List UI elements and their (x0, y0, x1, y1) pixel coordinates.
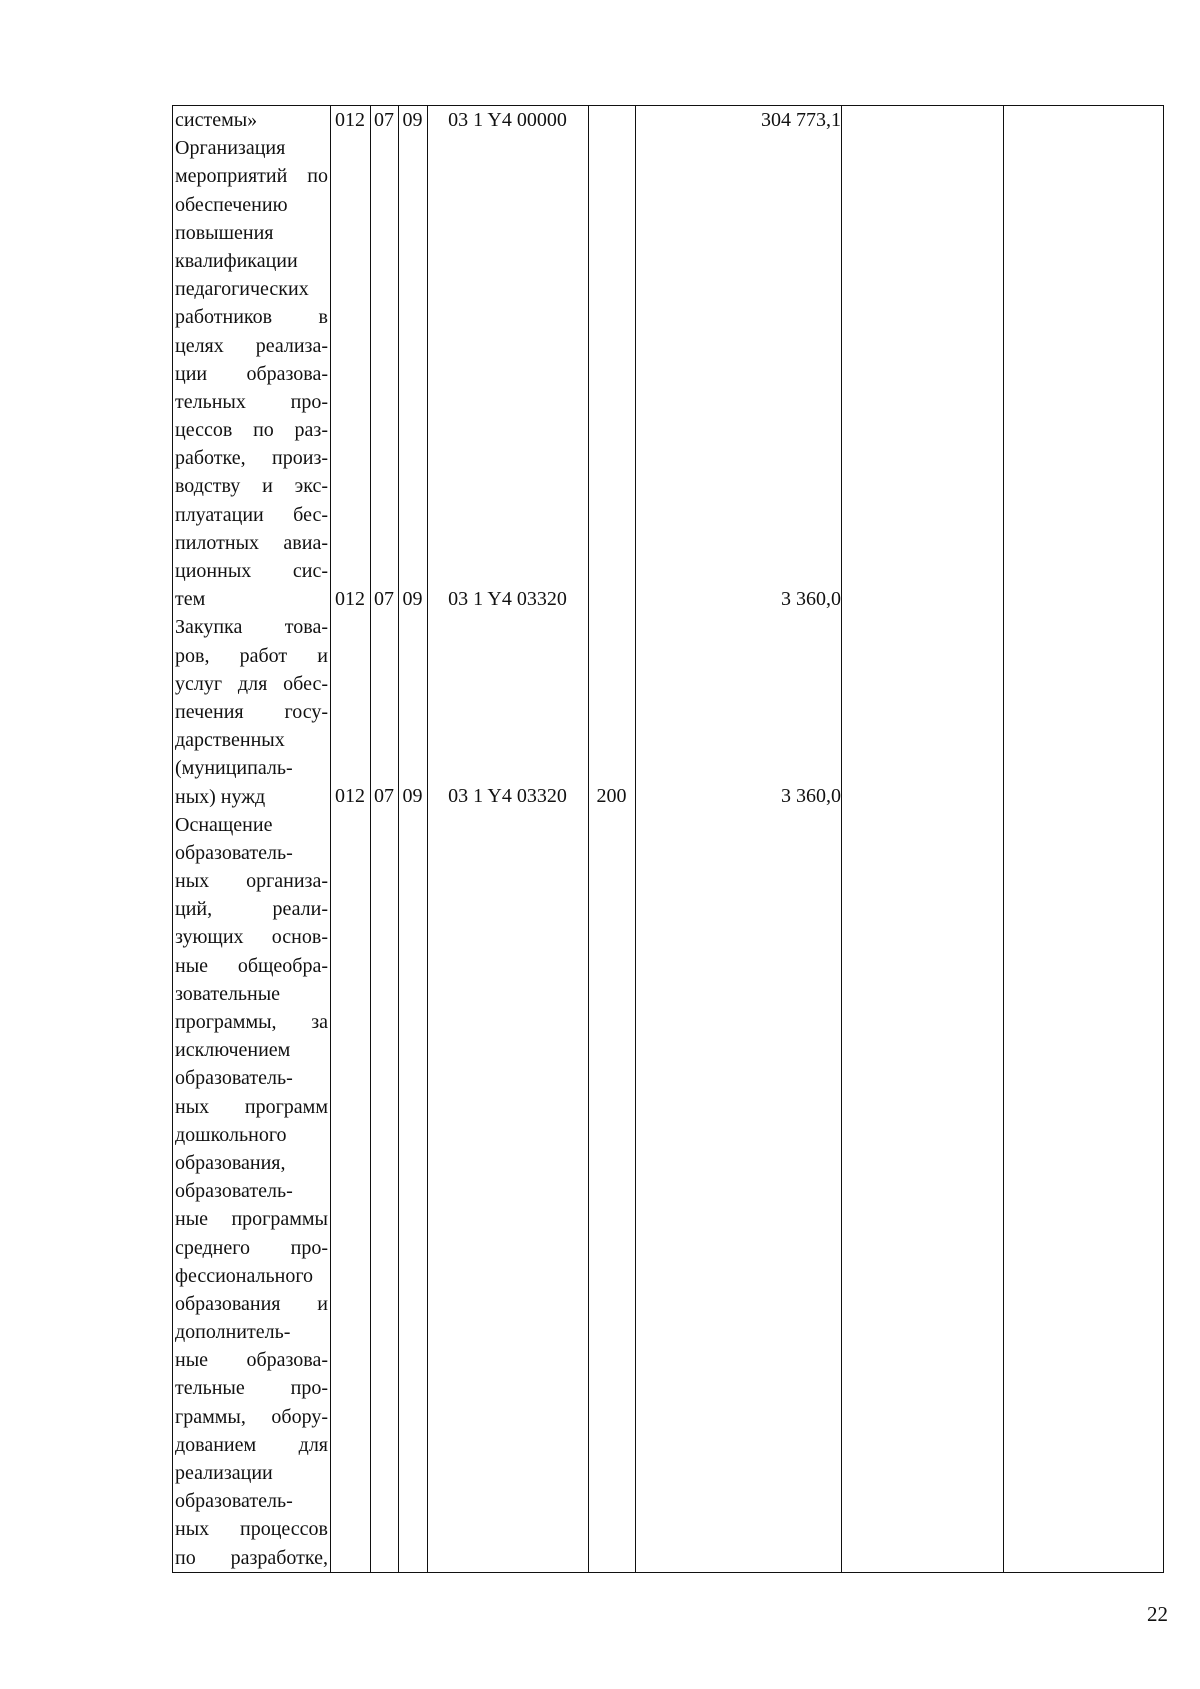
text-line: реализации (175, 1462, 273, 1484)
section-code: 07 (374, 588, 394, 610)
column-divider (635, 106, 636, 1572)
text-line: квалификации (175, 249, 298, 272)
text-line: образования, (175, 1151, 286, 1174)
column-divider (427, 106, 428, 1572)
text-line: образователь- (175, 1490, 293, 1513)
text-line: Организация (175, 137, 286, 160)
ministry-code: 012 (335, 109, 365, 131)
column-divider (370, 106, 371, 1572)
text-line: образователь- (175, 1067, 293, 1090)
amount-value: 3 360,0 (781, 785, 841, 807)
text-line: печения госу- (175, 700, 328, 723)
text-line: услуг для обес- (175, 672, 328, 695)
subsection-code: 09 (402, 785, 423, 807)
text-line: ных) нужд (175, 785, 266, 808)
target-code: 03 1 Y4 03320 (448, 588, 567, 610)
text-line: зующих основ- (175, 926, 328, 949)
text-line: образователь- (175, 1180, 293, 1203)
ministry-code: 012 (335, 785, 365, 807)
subsection-code: 09 (402, 588, 423, 610)
column-divider (330, 106, 331, 1572)
text-line: дополнитель- (175, 1321, 291, 1344)
target-code: 03 1 Y4 03320 (448, 785, 567, 807)
text-line: граммы, обору- (175, 1405, 328, 1428)
column-divider (398, 106, 399, 1572)
text-line: ные программы (175, 1208, 328, 1231)
expense-type-code (588, 586, 635, 612)
text-line: дованием для (175, 1433, 328, 1456)
description-column (173, 106, 330, 1572)
subsection-code: 09 (402, 109, 423, 131)
text-line: работников в (175, 306, 328, 329)
text-line: водству и экс- (175, 475, 328, 498)
text-line: исключением (175, 1039, 291, 1062)
text-line: работке, произ- (175, 447, 328, 470)
text-line: обеспечению (175, 193, 288, 216)
expense-type-code (588, 107, 635, 133)
budget-table (172, 105, 1164, 1573)
column-divider (588, 106, 589, 1572)
text-line: ные общеобра- (175, 954, 328, 977)
text-line: ционных сис- (175, 560, 328, 582)
text-line: повышения (175, 221, 274, 244)
text-line: тем (175, 588, 206, 611)
text-line: ных программ (175, 1095, 328, 1118)
text-line: программы, за (175, 1011, 328, 1033)
expense-type-code: 200 (596, 785, 627, 807)
ministry-code: 012 (335, 588, 365, 610)
column-divider (841, 106, 842, 1572)
text-line: плуатации бес- (175, 503, 328, 526)
text-line: ров, работ и (175, 644, 328, 667)
text-line: пилотных авиа- (175, 531, 328, 554)
text-line: педагогических (175, 278, 309, 301)
text-line: дошкольного (175, 1123, 287, 1146)
text-line: фессионального (175, 1264, 314, 1287)
text-line: Оснащение (175, 813, 273, 836)
section-code: 07 (374, 109, 394, 131)
text-line: тельных про- (175, 390, 328, 413)
text-line: зовательные (175, 982, 281, 1005)
text-line: ции образова- (175, 362, 328, 385)
text-line: (муниципаль- (175, 757, 293, 780)
amount-value: 304 773,1 (761, 109, 841, 131)
section-code: 07 (374, 785, 394, 807)
column-divider (1003, 106, 1004, 1572)
text-line: целях реализа- (175, 334, 328, 357)
text-line: образователь- (175, 841, 293, 864)
text-line: цессов по раз- (175, 419, 328, 442)
text-line: ных организа- (175, 870, 328, 893)
text-line: мероприятий по (175, 165, 328, 188)
text-line: дарственных (175, 729, 285, 752)
page-number: 22 (1147, 1602, 1168, 1626)
text-line: образования и (175, 1292, 328, 1315)
text-line: ные образова- (175, 1349, 328, 1372)
text-line: тельные про- (175, 1377, 328, 1400)
target-code: 03 1 Y4 00000 (448, 109, 567, 131)
text-line: Закупка това- (175, 616, 328, 639)
amount-value: 3 360,0 (781, 588, 841, 610)
text-line: среднего про- (175, 1236, 328, 1259)
text-line: ных процессов (175, 1518, 328, 1541)
text-line: ций, реали- (175, 898, 328, 921)
text-line: системы» (175, 109, 258, 131)
text-line: по разработке, (175, 1546, 328, 1569)
